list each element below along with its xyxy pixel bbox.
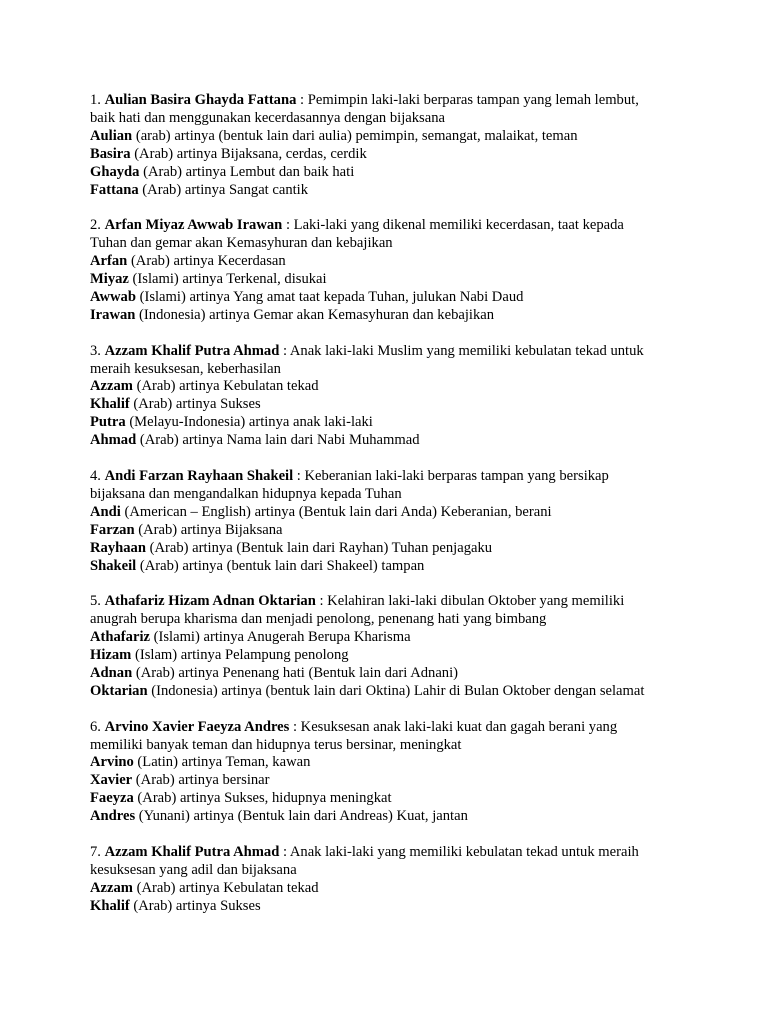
name-part-meaning: (Arab) artinya Kebulatan tekad	[132, 378, 319, 395]
entry-meaning-continued: Tuhan dan gemar akan Kemasyhuran dan kebajikan	[90, 235, 393, 252]
name-part-word: Andi	[90, 503, 121, 520]
entry-meaning-continued: kesuksesan yang adil dan bijaksana	[90, 861, 297, 878]
name-part-word: Rayhaan	[90, 539, 146, 556]
name-part-word: Fattana	[90, 181, 139, 198]
name-entry-2	[90, 217, 730, 324]
name-part-meaning: (arab) artinya (bentuk lain dari aulia) pemimpin, semangat, malaikat, teman	[132, 127, 578, 144]
name-part-meaning: (Arab) artinya Kecerdasan	[127, 253, 286, 270]
name-part-word: Athafariz	[90, 629, 150, 646]
document-page	[90, 92, 730, 933]
name-part-meaning: (Islami) artinya Terkenal, disukai	[128, 271, 327, 288]
name-part-meaning: (Indonesia) artinya Gemar akan Kemasyhuran dan kebajikan	[135, 306, 495, 323]
entry-heading	[90, 844, 730, 862]
name-part	[90, 182, 730, 200]
entry-meaning: : Anak laki-laki Muslim yang memiliki kebulatan tekad untuk	[279, 342, 644, 359]
name-part-word: Miyaz	[90, 271, 129, 288]
name-part-word: Azzam	[90, 879, 133, 896]
entry-meaning-continued: baik hati dan menggunakan kecerdasannya dengan bijaksana	[90, 109, 445, 126]
name-part-word: Shakeil	[90, 557, 137, 574]
name-part-meaning: (Arab) artinya bersinar	[132, 772, 270, 789]
name-part-word: Arfan	[90, 253, 128, 270]
entry-number: 7.	[90, 843, 101, 860]
name-part-meaning: (Arab) artinya Bijaksana, cerdas, cerdik	[130, 145, 367, 162]
entry-heading	[90, 719, 730, 737]
name-part-meaning: (Latin) artinya Teman, kawan	[133, 754, 311, 771]
name-part-word: Arvino	[90, 754, 134, 771]
entry-full-name: Arvino Xavier Faeyza Andres	[104, 718, 290, 735]
name-part	[90, 808, 730, 826]
entry-full-name: Aulian Basira Ghayda Fattana	[104, 92, 297, 108]
entry-number: 6.	[90, 718, 101, 735]
entry-meaning-continued: meraih kesuksesan, keberhasilan	[90, 360, 281, 377]
name-part-word: Basira	[90, 145, 131, 162]
name-part-word: Adnan	[90, 664, 133, 681]
entry-meaning-continued: anugrah berupa kharisma dan menjadi penolong, penenang hati yang bimbang	[90, 611, 547, 628]
name-part	[90, 522, 730, 540]
entry-number: 5.	[90, 593, 101, 610]
entry-number: 4.	[90, 467, 101, 484]
name-entry-3	[90, 343, 730, 450]
entry-meaning-continued: bijaksana dan mengandalkan hidupnya kepada Tuhan	[90, 485, 402, 502]
name-part-meaning: (Indonesia) artinya (bentuk lain dari Oktina) Lahir di Bulan Oktober dengan selamat	[147, 682, 645, 699]
name-part-meaning: (Melayu-Indonesia) artinya anak laki-laki	[125, 414, 373, 431]
name-part	[90, 271, 730, 289]
name-part	[90, 880, 730, 898]
name-part-word: Awwab	[90, 288, 136, 305]
name-part	[90, 289, 730, 307]
name-part-meaning: (Arab) artinya Sangat cantik	[138, 181, 309, 198]
name-part-meaning: (Arab) artinya Penenang hati (Bentuk lain dari Adnani)	[132, 664, 459, 681]
name-part-word: Azzam	[90, 378, 133, 395]
name-part	[90, 378, 730, 396]
name-entry-4	[90, 468, 730, 575]
name-part-word: Ahmad	[90, 432, 137, 449]
name-part-word: Xavier	[90, 772, 133, 789]
entry-meaning-continued: memiliki banyak teman dan hidupnya terus bersinar, meningkat	[90, 736, 462, 753]
name-entry-5	[90, 593, 730, 700]
name-entry-1	[90, 92, 730, 199]
name-part	[90, 164, 730, 182]
name-part-meaning: (Arab) artinya (bentuk lain dari Shakeel) tampan	[136, 557, 425, 574]
entry-meaning: : Laki-laki yang dikenal memiliki kecerdasan, taat kepada	[282, 217, 624, 234]
name-part	[90, 253, 730, 271]
name-part	[90, 683, 730, 701]
name-part-meaning: (Arab) artinya Nama lain dari Nabi Muhammad	[136, 432, 420, 449]
name-part	[90, 898, 730, 916]
name-entry-7	[90, 844, 730, 916]
entry-full-name: Athafariz Hizam Adnan Oktarian	[104, 593, 316, 610]
name-part-word: Aulian	[90, 127, 133, 144]
entry-heading	[90, 217, 730, 235]
name-part	[90, 647, 730, 665]
name-part-word: Farzan	[90, 521, 135, 538]
entry-full-name: Azzam Khalif Putra Ahmad	[104, 843, 280, 860]
name-part-meaning: (Arab) artinya Sukses, hidupnya meningkat	[133, 790, 392, 807]
entry-full-name: Arfan Miyaz Awwab Irawan	[104, 217, 283, 234]
name-part-word: Irawan	[90, 306, 136, 323]
entry-full-name: Azzam Khalif Putra Ahmad	[104, 342, 280, 359]
entry-heading	[90, 343, 730, 361]
name-part-word: Faeyza	[90, 790, 134, 807]
name-part	[90, 629, 730, 647]
entry-meaning: : Anak laki-laki yang memiliki kebulatan tekad untuk meraih	[279, 843, 639, 860]
name-part	[90, 128, 730, 146]
name-part	[90, 558, 730, 576]
name-part-word: Khalif	[90, 396, 130, 413]
name-part-word: Ghayda	[90, 163, 140, 180]
name-part-meaning: (Arab) artinya Lembut dan baik hati	[139, 163, 355, 180]
name-part-word: Andres	[90, 808, 136, 825]
entry-number: 3.	[90, 342, 101, 359]
name-part	[90, 396, 730, 414]
name-part	[90, 146, 730, 164]
name-part	[90, 790, 730, 808]
name-part-meaning: (Islami) artinya Anugerah Berupa Kharisma	[149, 629, 411, 646]
name-part-meaning: (Arab) artinya Sukses	[129, 396, 261, 413]
entry-meaning: : Kelahiran laki-laki dibulan Oktober yang memiliki	[315, 593, 625, 610]
name-part	[90, 414, 730, 432]
entry-heading	[90, 92, 730, 110]
entry-meaning: : Pemimpin laki-laki berparas tampan yang lemah lembut,	[296, 92, 639, 108]
name-part-word: Oktarian	[90, 682, 148, 699]
name-part-meaning: (Islami) artinya Yang amat taat kepada Tuhan, julukan Nabi Daud	[135, 288, 524, 305]
entry-heading	[90, 593, 730, 611]
name-part	[90, 432, 730, 450]
name-part-word: Hizam	[90, 647, 132, 664]
name-part-meaning: (Arab) artinya Sukses	[129, 897, 261, 914]
name-part-meaning: (Yunani) artinya (Bentuk lain dari Andreas) Kuat, jantan	[135, 808, 468, 825]
name-part	[90, 754, 730, 772]
name-entry-6	[90, 719, 730, 826]
name-part-meaning: (Arab) artinya Bijaksana	[134, 521, 283, 538]
entry-meaning: : Keberanian laki-laki berparas tampan yang bersikap	[293, 467, 609, 484]
name-part-word: Khalif	[90, 897, 130, 914]
name-part-meaning: (American – English) artinya (Bentuk lain dari Anda) Keberanian, berani	[120, 503, 552, 520]
entry-full-name: Andi Farzan Rayhaan Shakeil	[104, 467, 294, 484]
name-part	[90, 504, 730, 522]
name-part-meaning: (Arab) artinya Kebulatan tekad	[132, 879, 319, 896]
entry-number: 2.	[90, 217, 101, 234]
name-part-word: Putra	[90, 414, 126, 431]
name-part	[90, 772, 730, 790]
name-part-meaning: (Arab) artinya (Bentuk lain dari Rayhan) Tuhan penjagaku	[145, 539, 493, 556]
name-part	[90, 307, 730, 325]
name-part-meaning: (Islam) artinya Pelampung penolong	[131, 647, 349, 664]
name-part	[90, 665, 730, 683]
entry-meaning: : Kesuksesan anak laki-laki kuat dan gagah berani yang	[289, 718, 618, 735]
entry-number: 1.	[90, 92, 101, 108]
entry-heading	[90, 468, 730, 486]
name-part	[90, 540, 730, 558]
